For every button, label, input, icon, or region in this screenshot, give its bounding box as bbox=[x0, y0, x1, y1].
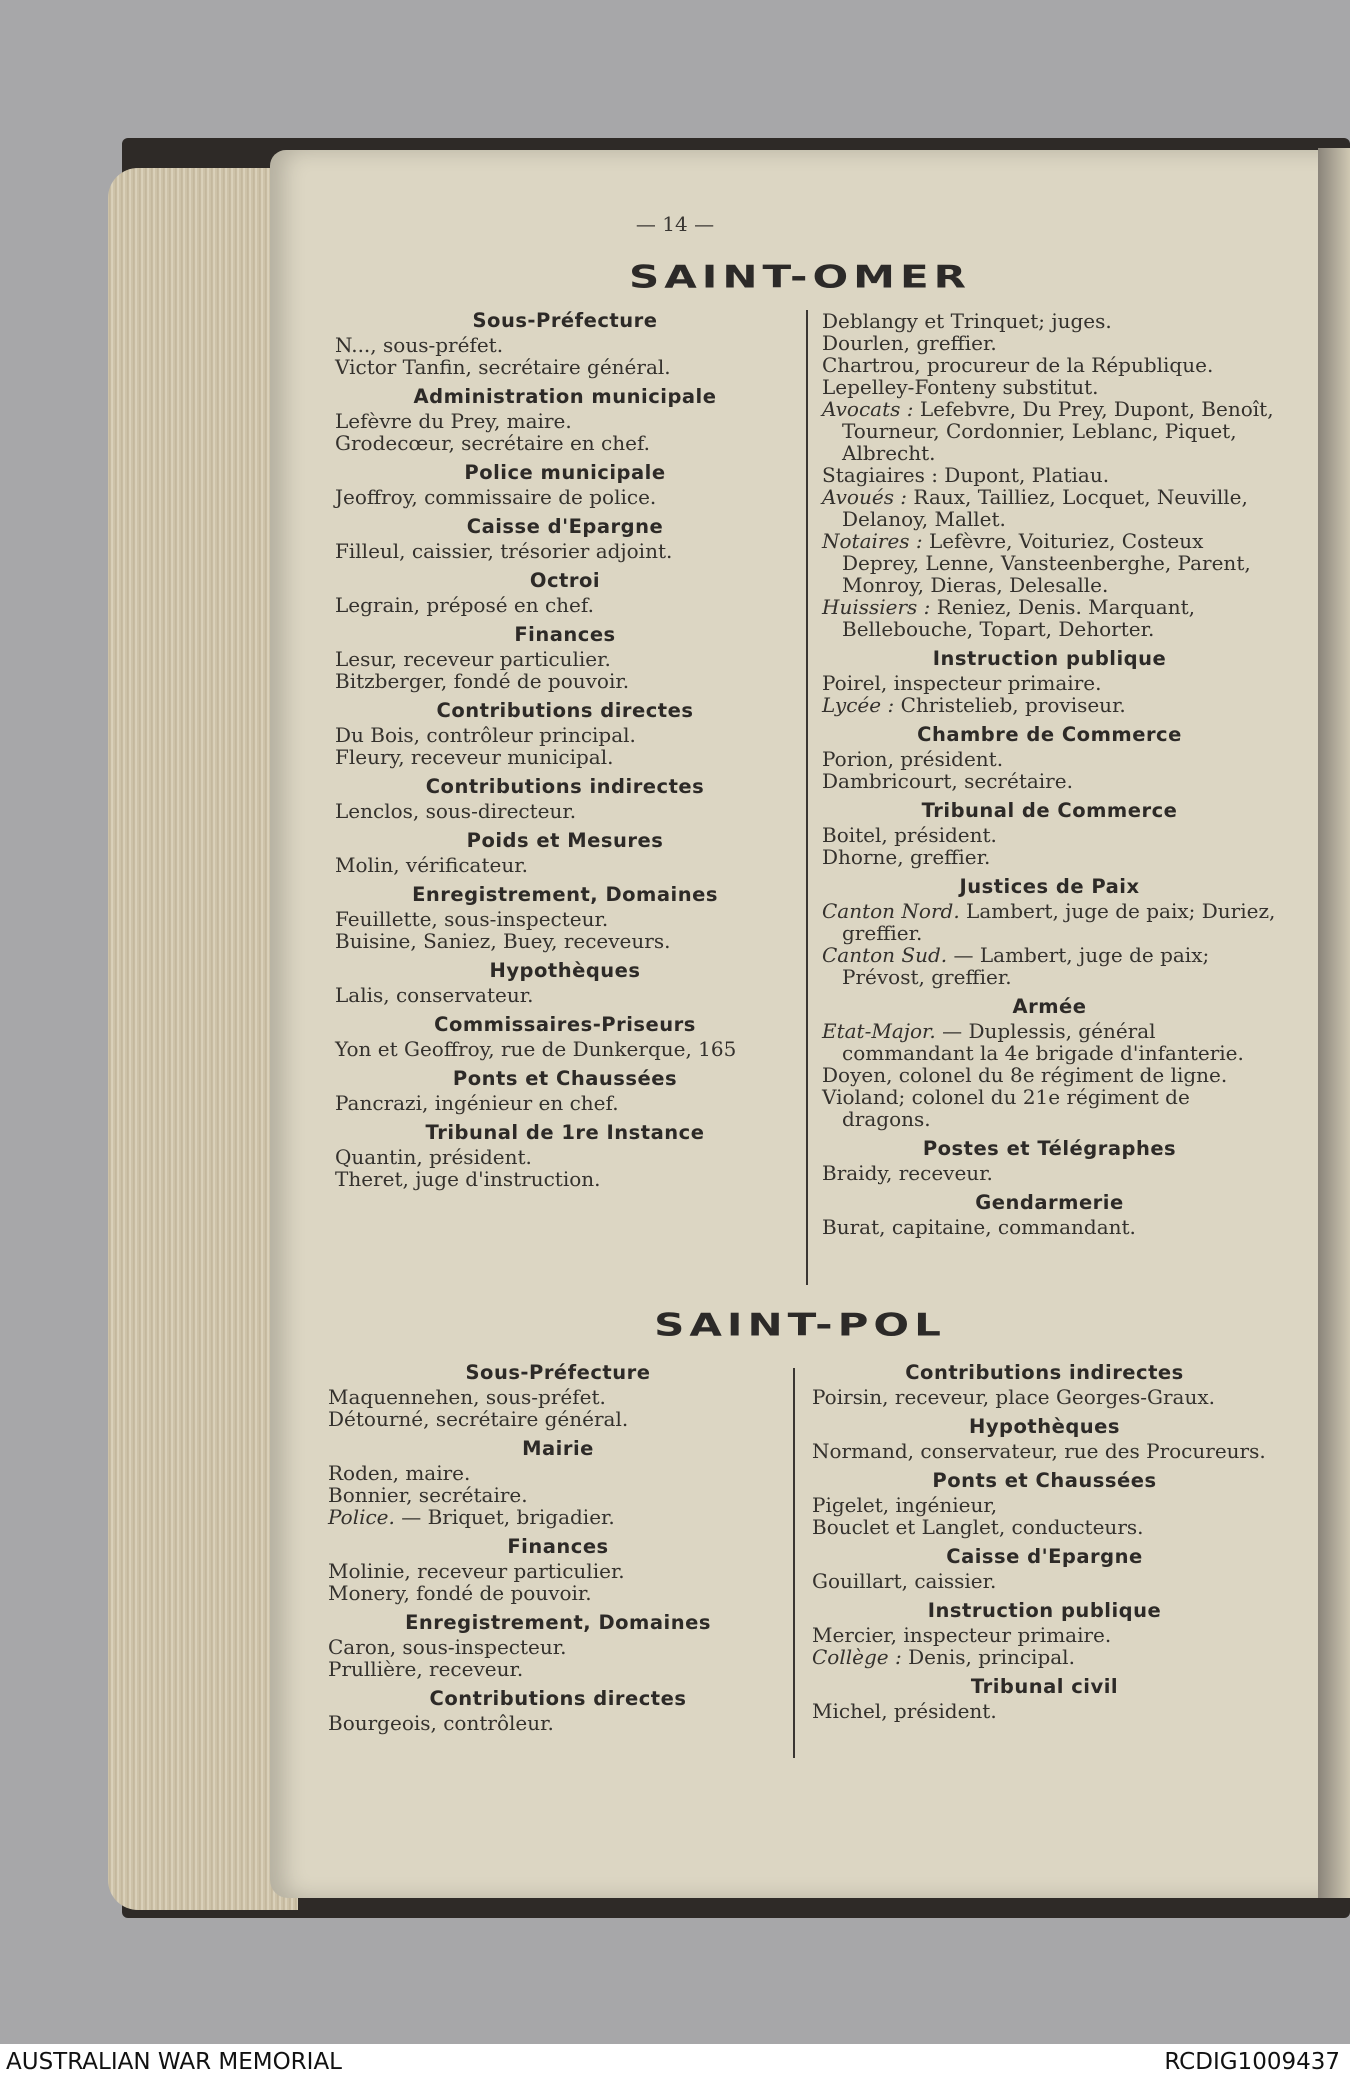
section-heading: Hypothèques bbox=[969, 1415, 1120, 1438]
huissiers-label: Huissiers : bbox=[822, 595, 931, 619]
entry-line: Theret, juge d'instruction. bbox=[335, 1167, 601, 1191]
entry-line: Bitzberger, fondé de pouvoir. bbox=[335, 669, 630, 693]
entry-line: Gouillart, caissier. bbox=[812, 1569, 997, 1593]
section-heading: Sous-Préfecture bbox=[465, 1361, 651, 1384]
entry-line: Feuillette, sous-inspecteur. bbox=[335, 907, 609, 931]
entry-line: Roden, maire. bbox=[328, 1461, 471, 1485]
stagiaires-entry: Stagiaires : Dupont, Platiau. bbox=[822, 463, 1110, 487]
section-heading: Enregistrement, Domaines bbox=[412, 883, 718, 906]
entry-line: Caron, sous-inspecteur. bbox=[328, 1635, 567, 1659]
caption-institution: AUSTRALIAN WAR MEMORIAL bbox=[6, 2049, 342, 2075]
entry-line: Jeoffroy, commissaire de police. bbox=[335, 485, 657, 509]
section-heading: Enregistrement, Domaines bbox=[405, 1611, 711, 1634]
entry-line: Yon et Geoffroy, rue de Dunkerque, 165 bbox=[335, 1037, 737, 1061]
entry-line: Violand; colonel du 21e régiment de dragons. bbox=[822, 1085, 1190, 1131]
section-heading: Armée bbox=[1012, 995, 1087, 1018]
etat-major-entry bbox=[822, 1020, 1277, 1064]
entry-line: Bouclet et Langlet, conducteurs. bbox=[812, 1515, 1144, 1539]
entry-line: Doyen, colonel du 8e régiment de ligne. bbox=[822, 1063, 1228, 1087]
section-heading: Contributions directes bbox=[436, 699, 694, 722]
section-heading: Postes et Télégraphes bbox=[922, 1137, 1177, 1160]
town-title-saint-omer: SAINT-OMER bbox=[629, 258, 971, 295]
entry-line: Braidy, receveur. bbox=[822, 1161, 993, 1185]
section-heading: Contributions indirectes bbox=[905, 1361, 1184, 1384]
entry-line: Buisine, Saniez, Buey, receveurs. bbox=[335, 929, 671, 953]
notaires-label: Notaires : bbox=[822, 529, 923, 553]
section-heading: Contributions indirectes bbox=[425, 775, 705, 798]
canton-nord-label: Canton Nord. bbox=[822, 899, 960, 923]
section-heading: Caisse d'Epargne bbox=[946, 1545, 1143, 1568]
section-heading: Commissaires-Priseurs bbox=[434, 1013, 696, 1036]
entry-line: Quantin, président. bbox=[335, 1145, 532, 1169]
college-name: Denis, principal. bbox=[908, 1645, 1075, 1669]
section-heading: Instruction publique bbox=[927, 1599, 1162, 1622]
avocats-label: Avocats : bbox=[822, 397, 914, 421]
entry-line: Lefèvre du Prey, maire. bbox=[335, 409, 572, 433]
canton-sud-entry bbox=[822, 944, 1277, 988]
avocats-names: Lefebvre, Du Prey, Dupont, Benoît, Tourneur, Cordonnier, Leblanc, Piquet, Albrecht. bbox=[842, 397, 1274, 465]
section-heading: Tribunal civil bbox=[970, 1675, 1119, 1698]
column-divider bbox=[793, 1368, 795, 1758]
section-heading: Instruction publique bbox=[932, 647, 1167, 670]
facing-page-edge bbox=[1318, 148, 1350, 1898]
entry-line: Grodecœur, secrétaire en chef. bbox=[335, 431, 650, 455]
entry-line: Molinie, receveur particulier. bbox=[328, 1559, 625, 1583]
entry-line: Filleul, caissier, trésorier adjoint. bbox=[335, 539, 673, 563]
entry-line: Poirsin, receveur, place Georges-Graux. bbox=[812, 1385, 1215, 1409]
entry-line: Fleury, receveur municipal. bbox=[335, 745, 614, 769]
entry-line: Du Bois, contrôleur principal. bbox=[335, 723, 636, 747]
entry-line: Michel, président. bbox=[812, 1699, 997, 1723]
college-label: Collège : bbox=[812, 1645, 902, 1669]
etat-major-label: Etat-Major. bbox=[822, 1019, 936, 1043]
notaires-names: Lefèvre, Voituriez, Costeux Deprey, Lenne, Vansteenberghe, Parent, Monroy, Dieras, Delesalle. bbox=[842, 529, 1251, 597]
entry-line: N..., sous-préfet. bbox=[335, 333, 504, 357]
saint-pol-right-column bbox=[812, 1362, 1277, 1722]
entry-line: Dambricourt, secrétaire. bbox=[822, 769, 1073, 793]
saint-pol-left-column bbox=[328, 1362, 788, 1734]
section-heading: Chambre de Commerce bbox=[917, 723, 1182, 746]
canton-sud-label: Canton Sud. bbox=[822, 943, 948, 967]
police-label: Police. bbox=[328, 1505, 395, 1529]
entry-line: Lepelley-Fonteny substitut. bbox=[822, 375, 1099, 399]
page-number: — 14 — bbox=[635, 212, 715, 236]
avoues-entry bbox=[822, 486, 1277, 530]
entry-line: Bonnier, secrétaire. bbox=[328, 1483, 528, 1507]
entry-line: Dhorne, greffier. bbox=[822, 845, 991, 869]
section-heading: Tribunal de Commerce bbox=[921, 799, 1178, 822]
entry-line: Maquennehen, sous-préfet. bbox=[328, 1385, 606, 1409]
entry-line: Molin, vérificateur. bbox=[335, 853, 528, 877]
canton-nord-names: Lambert, juge de paix; Duriez, greffier. bbox=[842, 899, 1276, 945]
notaires-entry bbox=[822, 530, 1277, 596]
section-heading: Finances bbox=[514, 623, 616, 646]
college-entry bbox=[812, 1646, 1277, 1668]
section-heading: Octroi bbox=[529, 569, 601, 592]
entry-line: Porion, président. bbox=[822, 747, 1004, 771]
avoues-label: Avoués : bbox=[822, 485, 908, 509]
column-divider bbox=[806, 310, 808, 1285]
lycee-label: Lycée : bbox=[822, 693, 895, 717]
canton-nord-entry bbox=[822, 900, 1277, 944]
caption-identifier: RCDIG1009437 bbox=[1164, 2049, 1340, 2075]
entry-line: Deblangy et Trinquet; juges. bbox=[822, 309, 1112, 333]
town-title-saint-pol: SAINT-POL bbox=[654, 1306, 946, 1343]
section-heading: Mairie bbox=[522, 1437, 594, 1460]
saint-omer-left-column bbox=[335, 310, 795, 1190]
section-heading: Ponts et Chaussées bbox=[452, 1067, 678, 1090]
entry-line: Pigelet, ingénieur, bbox=[812, 1493, 998, 1517]
entry-line: Chartrou, procureur de la République. bbox=[822, 353, 1214, 377]
entry-line: Lenclos, sous-directeur. bbox=[335, 799, 577, 823]
huissiers-entry bbox=[822, 596, 1277, 640]
section-heading: Caisse d'Epargne bbox=[466, 515, 664, 538]
section-heading: Tribunal de 1re Instance bbox=[425, 1121, 705, 1144]
entry-line: Burat, capitaine, commandant. bbox=[822, 1215, 1136, 1239]
section-heading: Police municipale bbox=[464, 461, 666, 484]
entry-line: Détourné, secrétaire général. bbox=[328, 1407, 629, 1431]
police-entry bbox=[328, 1506, 788, 1528]
section-heading: Ponts et Chaussées bbox=[932, 1469, 1157, 1492]
entry-line: Normand, conservateur, rue des Procureurs. bbox=[812, 1439, 1266, 1463]
entry-line: Victor Tanfin, secrétaire général. bbox=[335, 355, 671, 379]
section-heading: Administration municipale bbox=[413, 385, 717, 408]
section-heading: Justices de Paix bbox=[959, 875, 1140, 898]
avocats-entry bbox=[822, 398, 1277, 464]
entry-line: Bourgeois, contrôleur. bbox=[328, 1711, 554, 1735]
etat-major-names: — Duplessis, général commandant la 4e brigade d'infanterie. bbox=[842, 1019, 1244, 1065]
entry-line: Monery, fondé de pouvoir. bbox=[328, 1581, 592, 1605]
entry-line: Dourlen, greffier. bbox=[822, 331, 997, 355]
entry-line: Lesur, receveur particulier. bbox=[335, 647, 611, 671]
entry-line: Boitel, président. bbox=[822, 823, 997, 847]
section-heading: Poids et Mesures bbox=[466, 829, 664, 852]
lycee-entry bbox=[822, 694, 1277, 716]
section-heading: Finances bbox=[507, 1535, 609, 1558]
huissiers-names: Reniez, Denis. Marquant, Bellebouche, Topart, Dehorter. bbox=[842, 595, 1195, 641]
entry-line: Prullière, receveur. bbox=[328, 1657, 524, 1681]
saint-omer-right-column bbox=[822, 310, 1277, 1238]
canton-sud-names: — Lambert, juge de paix; Prévost, greffier. bbox=[842, 943, 1210, 989]
entry-line: Poirel, inspecteur primaire. bbox=[822, 671, 1102, 695]
police-names: — Briquet, brigadier. bbox=[401, 1505, 615, 1529]
section-heading: Sous-Préfecture bbox=[472, 309, 658, 332]
avoues-names: Raux, Tailliez, Locquet, Neuville, Delanoy, Mallet. bbox=[842, 485, 1248, 531]
entry-line: Pancrazi, ingénieur en chef. bbox=[335, 1091, 619, 1115]
section-heading: Contributions directes bbox=[429, 1687, 687, 1710]
entry-line: Lalis, conservateur. bbox=[335, 983, 534, 1007]
lycee-name: Christelieb, proviseur. bbox=[900, 693, 1126, 717]
entry-line: Mercier, inspecteur primaire. bbox=[812, 1623, 1112, 1647]
section-heading: Gendarmerie bbox=[975, 1191, 1124, 1214]
entry-line: Legrain, préposé en chef. bbox=[335, 593, 594, 617]
section-heading: Hypothèques bbox=[489, 959, 641, 982]
